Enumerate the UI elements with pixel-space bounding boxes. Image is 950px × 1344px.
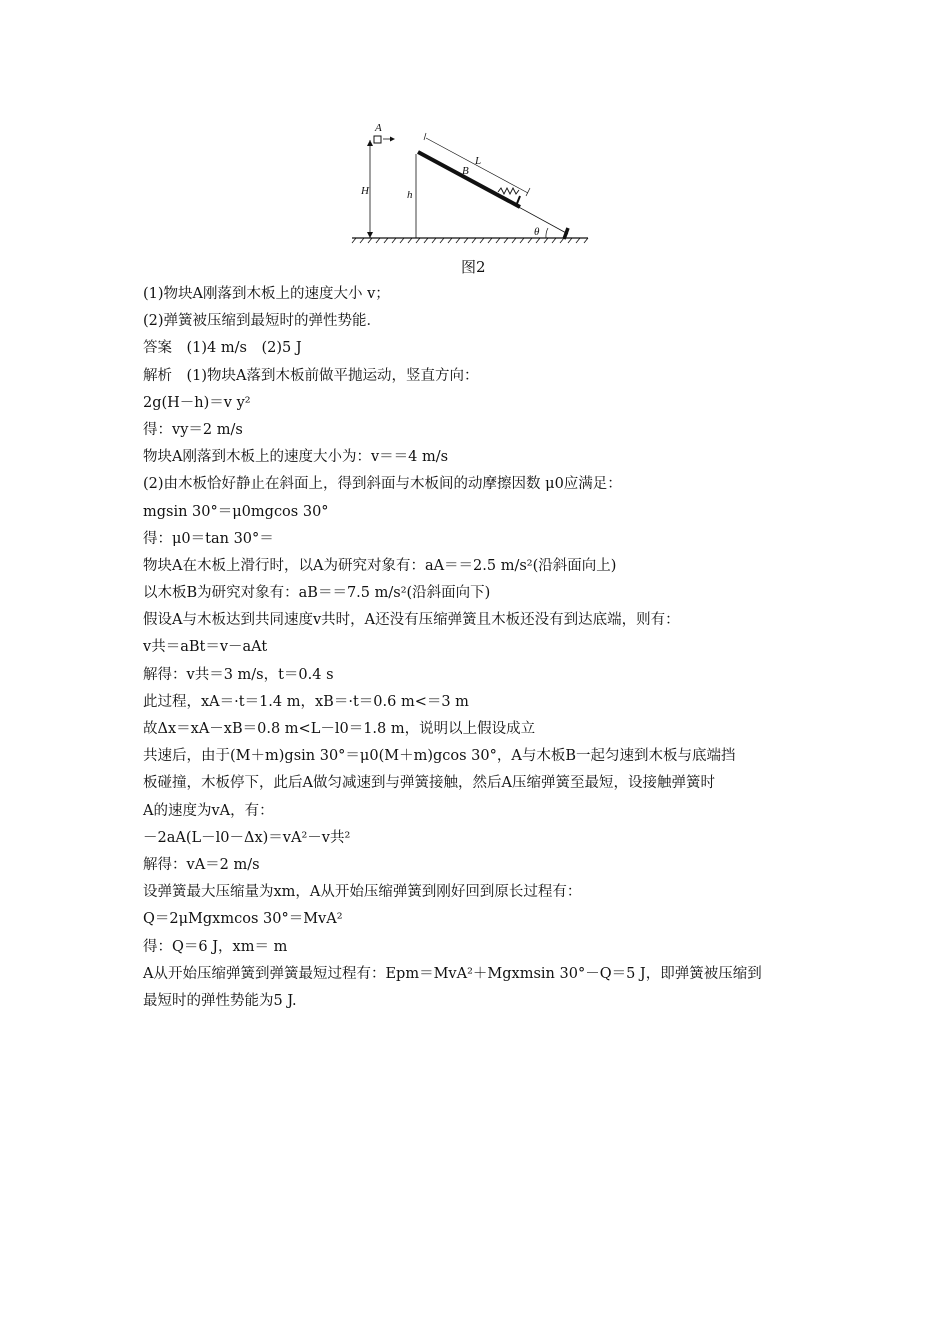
label-B: B <box>462 165 469 177</box>
text-line: 物块A刚落到木板上的速度大小为：v＝＝4 m/s <box>143 449 449 466</box>
spring <box>498 188 519 194</box>
label-L: L <box>475 155 482 167</box>
text-line: 解得：v共＝3 m/s，t＝0.4 s <box>143 666 334 683</box>
label-A: A <box>375 122 382 134</box>
text-line: 板碰撞，木板停下，此后A做匀减速到与弹簧接触，然后A压缩弹簧至最短，设接触弹簧时 <box>143 775 715 792</box>
equation-line: v共＝aBt＝v－aAt <box>143 639 268 656</box>
text-line: (2)由木板恰好静止在斜面上，得到斜面与木板间的动摩擦因数 μ0应满足： <box>143 476 622 493</box>
theta-arc <box>546 228 548 238</box>
text-line: 假设A与木板达到共同速度v共时，A还没有压缩弹簧且木板还没有到达底端，则有： <box>143 612 680 629</box>
figure-caption: 图2 <box>461 258 486 276</box>
label-h: h <box>407 189 413 201</box>
block-A <box>374 136 381 143</box>
text-line: 共速后，由于(M＋m)gsin 30°＝μ0(M＋m)gcos 30°，A与木板B一起匀速到木板与底端挡 <box>143 748 736 765</box>
text-line: 故Δx＝xA－xB＝0.8 m<L－l0＝1.8 m，说明以上假设成立 <box>143 721 536 737</box>
question-2: (2)弹簧被压缩到最短时的弹性势能． <box>143 313 382 330</box>
text-line: 以木板B为研究对象有：aB＝＝7.5 m/s²(沿斜面向下) <box>143 585 491 602</box>
text-line: 得：μ0＝tan 30°＝ <box>143 530 274 547</box>
analysis-intro: 解析 (1)物块A落到木板前做平抛运动，竖直方向： <box>143 367 479 384</box>
ground-hatch <box>352 238 588 243</box>
text-line: 此过程，xA＝·t＝1.4 m，xB＝·t＝0.6 m<＝3 m <box>143 693 469 710</box>
text-line: 得：vy＝2 m/s <box>143 421 243 438</box>
incline-figure <box>350 118 600 248</box>
question-1: (1)物块A刚落到木板上的速度大小 v； <box>143 286 390 302</box>
answer-line: 答案 (1)4 m/s (2)5 J <box>143 340 302 357</box>
text-line: A从开始压缩弹簧到弹簧最短过程有：Epm＝MvA²＋Mgxmsin 30°－Q＝5 J，即弹簧被压缩到 <box>143 965 762 982</box>
label-H: H <box>361 185 369 197</box>
conclusion-line: 最短时的弹性势能为5 J. <box>143 992 297 1009</box>
equation-line: Q＝2μMgxmcos 30°＝MvA² <box>143 911 343 928</box>
equation-line: －2aA(L－l0－Δx)＝vA²－v共² <box>143 829 351 846</box>
label-theta: θ <box>534 226 540 238</box>
solution-text <box>143 281 823 1015</box>
bottom-baffle <box>564 228 568 239</box>
text-line: A的速度为vA，有： <box>143 802 274 819</box>
text-line: 设弹簧最大压缩量为xm，A从开始压缩弹簧到刚好回到原长过程有： <box>143 884 582 901</box>
incline-diagram <box>350 118 600 248</box>
equation-line: 2g(H－h)＝v y² <box>143 394 251 411</box>
text-line: 解得：vA＝2 m/s <box>143 856 260 873</box>
text-line: 物块A在木板上滑行时，以A为研究对象有：aA＝＝2.5 m/s²(沿斜面向上) <box>143 557 617 574</box>
equation-line: mgsin 30°＝μ0mgcos 30° <box>143 503 329 520</box>
text-line: 得：Q＝6 J，xm＝ m <box>143 938 288 955</box>
board-B <box>418 152 520 207</box>
